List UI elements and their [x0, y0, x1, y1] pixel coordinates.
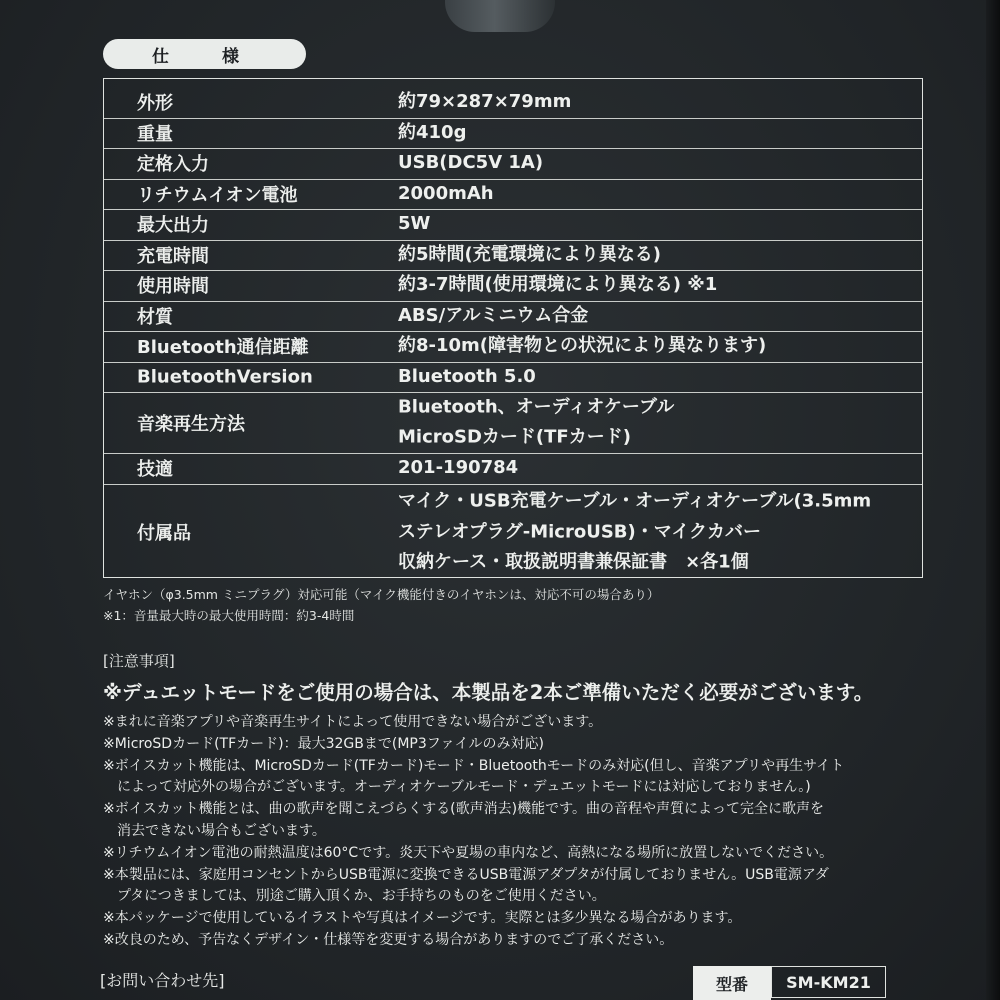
- spec-row: [104, 209, 922, 241]
- caution-headline: ※デュエットモードをご使用の場合は、本製品を2本ご準備いただく必要がございます。: [103, 681, 874, 704]
- spec-value-line: 約5時間(充電環境により異なる): [398, 243, 661, 265]
- spec-row: [104, 453, 922, 485]
- spec-value-line: Bluetooth、オーディオケーブル: [398, 396, 675, 417]
- spec-row: [104, 301, 922, 333]
- spec-row: [104, 240, 922, 272]
- spec-value: [398, 301, 588, 332]
- spec-value: [398, 118, 466, 149]
- spec-row: [104, 179, 922, 211]
- spec-value-line: 収納ケース・取扱説明書兼保証書 ×各1個: [398, 551, 749, 573]
- spec-value: [398, 392, 674, 453]
- spec-label: 音楽再生方法: [137, 413, 245, 435]
- spec-label: 付属品: [137, 523, 191, 545]
- spec-label: BluetoothVersion: [137, 366, 313, 388]
- spec-value-line: マイク・USB充電ケーブル・オーディオケーブル(3.5mm: [398, 490, 872, 512]
- spec-value-line: 約3-7時間(使用環境により異なる) ※1: [398, 274, 718, 295]
- spec-row: [104, 118, 922, 150]
- spec-value-line: ステレオプラグ-MicroUSB)・マイクカバー: [398, 521, 762, 542]
- spec-value-line: 201-190784: [398, 457, 519, 478]
- spec-label: 使用時間: [137, 276, 209, 298]
- model-number: SM-KM21: [771, 966, 886, 998]
- spec-label: リチウムイオン電池: [137, 184, 298, 206]
- spec-value-line: 約410g: [398, 121, 467, 143]
- spec-value: [398, 331, 766, 362]
- spec-row: [104, 484, 922, 582]
- spec-row: [104, 392, 922, 454]
- spec-row: [104, 148, 922, 180]
- caution-item: 消去できない場合もございます。: [103, 822, 326, 839]
- spec-value: [398, 362, 536, 393]
- spec-row: [104, 87, 922, 119]
- spec-value-line: USB(DC5V 1A): [398, 152, 544, 173]
- spec-label: 材質: [137, 306, 173, 328]
- spec-row: [104, 270, 922, 302]
- spec-value: [398, 87, 571, 118]
- caution-item: ※ボイスカット機能は、MicroSDカード(TFカード)モード・Bluetoothモードのみ対応(但し、音楽アプリや再生サイト: [103, 757, 845, 774]
- spec-value: [398, 270, 717, 301]
- spec-value: [398, 240, 661, 271]
- table-note: ※1：音量最大時の最大使用時間：約3-4時間: [103, 608, 355, 623]
- package-edge: [986, 0, 1000, 1000]
- spec-value-line: 5W: [398, 213, 431, 234]
- caution-list: [103, 712, 953, 952]
- product-top-image: [445, 0, 555, 32]
- spec-label: 技適: [137, 459, 173, 481]
- caution-item: によって対応外の場合がございます。オーディオケーブルモード・デュエットモードには対応しておりません。): [103, 779, 811, 796]
- contact-heading: [お問い合わせ先]: [100, 971, 225, 990]
- spec-label: Bluetooth通信距離: [137, 337, 309, 359]
- spec-value-line: Bluetooth 5.0: [398, 365, 536, 387]
- spec-value: [398, 487, 871, 579]
- spec-value-line: 2000mAh: [398, 182, 494, 204]
- caution-item: ※リチウムイオン電池の耐熱温度は60°Cです。炎天下や夏場の車内など、高熱になる場所に放置しないでください。: [103, 844, 834, 861]
- spec-value-line: 約8-10m(障害物との状況により異なります): [398, 335, 767, 356]
- spec-table: [103, 78, 923, 578]
- caution-item: ※MicroSDカード(TFカード)：最大32GBまで(MP3ファイルのみ対応): [103, 735, 544, 752]
- spec-row: [104, 331, 922, 363]
- caution-heading: [注意事項]: [103, 652, 175, 670]
- spec-value: [398, 148, 543, 179]
- spec-label: 外形: [137, 93, 173, 115]
- spec-value-line: 約79×287×79mm: [398, 91, 572, 112]
- spec-value-line: MicroSDカード(TFカード): [398, 426, 631, 448]
- spec-value-line: ABS/アルミニウム合金: [398, 304, 589, 326]
- spec-value: [398, 179, 494, 210]
- spec-row: [104, 362, 922, 394]
- spec-value: [398, 209, 430, 240]
- spec-label: 充電時間: [137, 245, 209, 267]
- spec-heading: 仕 様: [103, 39, 306, 69]
- spec-value: [398, 453, 518, 484]
- spec-label: 定格入力: [137, 154, 209, 176]
- spec-label: 重量: [137, 123, 173, 145]
- caution-item: ※本製品には、家庭用コンセントからUSB電源に変換できるUSB電源アダプタが付属しておりません。USB電源アダ: [103, 866, 829, 883]
- caution-item: プタにつきましては、別途ご購入頂くか、お手持ちのものをご使用ください。: [103, 888, 606, 905]
- spec-label: 最大出力: [137, 215, 209, 237]
- caution-item: ※本パッケージで使用しているイラストや写真はイメージです。実際とは多少異なる場合があります。: [103, 910, 742, 927]
- table-note: イヤホン（φ3.5mm ミニプラグ）対応可能（マイク機能付きのイヤホンは、対応不可の場合あり）: [103, 587, 660, 602]
- caution-item: ※ボイスカット機能とは、曲の歌声を聞こえづらくする(歌声消去)機能です。曲の音程や声質によって完全に歌声を: [103, 801, 824, 818]
- caution-item: ※改良のため、予告なくデザイン・仕様等を変更する場合がありますのでご了承ください。: [103, 931, 674, 948]
- model-label: 型番: [693, 966, 771, 1000]
- caution-item: ※まれに音楽アプリや音楽再生サイトによって使用できない場合がございます。: [103, 714, 603, 730]
